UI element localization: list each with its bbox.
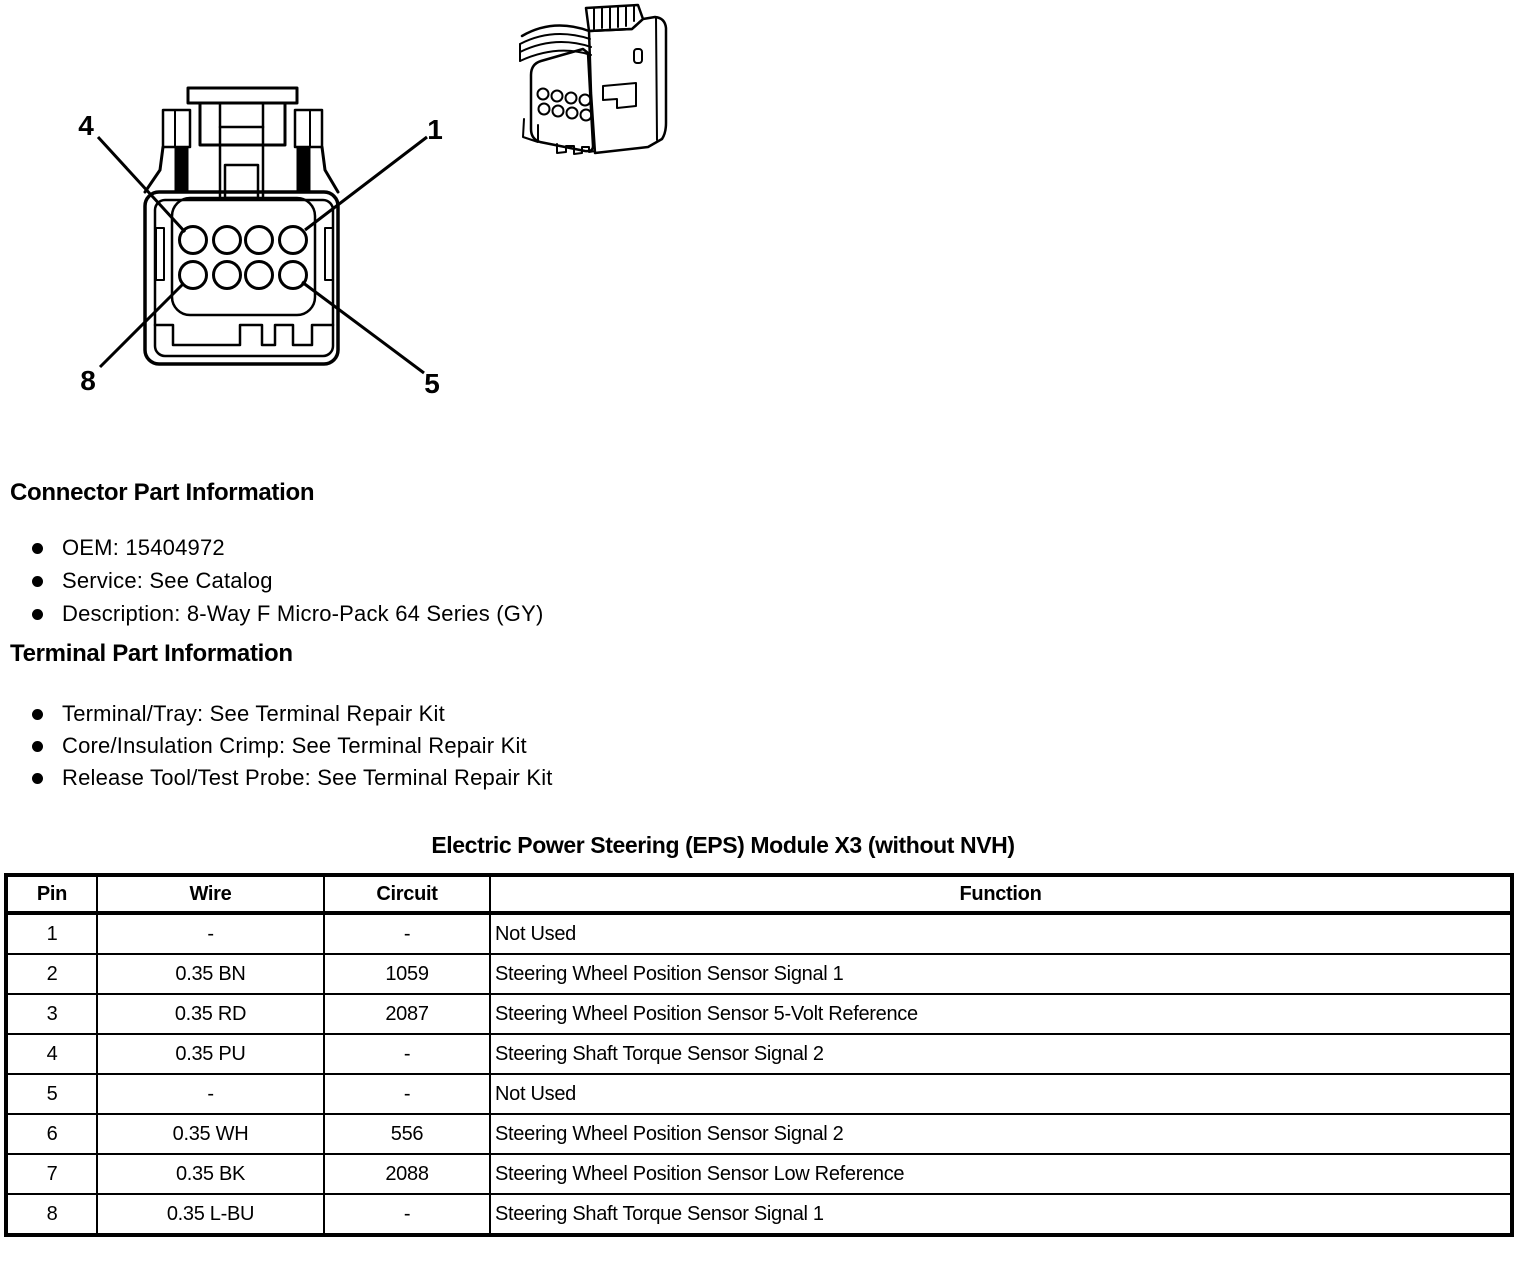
- terminal-info-crimp: Core/Insulation Crimp: See Terminal Repair Kit: [62, 733, 527, 758]
- pinout-table-title: Electric Power Steering (EPS) Module X3 (without NVH): [431, 832, 1015, 858]
- table-row: [6, 954, 1512, 994]
- table-row: [6, 1114, 1512, 1154]
- bullet-icon: [32, 543, 43, 554]
- cell-circuit: -: [324, 1194, 490, 1235]
- connector-info-oem: OEM: 15404972: [62, 535, 225, 560]
- cell-function: Not Used: [490, 913, 1512, 954]
- bullet-icon: [32, 609, 43, 620]
- table-row: [6, 1194, 1512, 1235]
- bullet-icon: [32, 576, 43, 587]
- pin-callout-label-8: 8: [80, 365, 96, 396]
- list-item: [32, 701, 445, 727]
- cell-circuit: 2088: [324, 1154, 490, 1194]
- table-row: [6, 1074, 1512, 1114]
- cell-wire: 0.35 BN: [97, 954, 324, 994]
- column-header-circuit: Circuit: [324, 875, 490, 913]
- cell-wire: 0.35 WH: [97, 1114, 324, 1154]
- cell-circuit: 2087: [324, 994, 490, 1034]
- cell-circuit: 1059: [324, 954, 490, 994]
- bullet-icon: [32, 773, 43, 784]
- pin-cavity-circles: [180, 227, 307, 289]
- perspective-pin-circles: [538, 89, 592, 121]
- list-item: [32, 601, 544, 627]
- connector-info-service: Service: See Catalog: [62, 568, 273, 593]
- table-header-row: [6, 875, 1512, 913]
- cell-circuit: -: [324, 1074, 490, 1114]
- cell-function: Steering Shaft Torque Sensor Signal 2: [490, 1034, 1512, 1074]
- pin-callout-label-5: 5: [424, 368, 440, 399]
- table-row: [6, 1154, 1512, 1194]
- cell-pin: 5: [6, 1074, 97, 1114]
- cell-wire: 0.35 PU: [97, 1034, 324, 1074]
- table-row: [6, 1034, 1512, 1074]
- terminal-info-tray: Terminal/Tray: See Terminal Repair Kit: [62, 701, 445, 726]
- cell-pin: 3: [6, 994, 97, 1034]
- column-header-pin: Pin: [6, 875, 97, 913]
- cell-wire: 0.35 BK: [97, 1154, 324, 1194]
- cell-function: Steering Wheel Position Sensor Signal 2: [490, 1114, 1512, 1154]
- cell-function: Not Used: [490, 1074, 1512, 1114]
- cell-circuit: -: [324, 913, 490, 954]
- cell-function: Steering Wheel Position Sensor Signal 1: [490, 954, 1512, 994]
- pinout-table: [4, 873, 1514, 1237]
- table-row: [6, 913, 1512, 954]
- cell-pin: 1: [6, 913, 97, 954]
- cell-circuit: 556: [324, 1114, 490, 1154]
- terminal-part-info-heading: Terminal Part Information: [10, 640, 293, 667]
- list-item: [32, 733, 527, 759]
- cell-pin: 4: [6, 1034, 97, 1074]
- bullet-icon: [32, 741, 43, 752]
- connector-part-info-heading: Connector Part Information: [10, 479, 315, 506]
- list-item: [32, 535, 225, 561]
- cell-pin: 7: [6, 1154, 97, 1194]
- cell-wire: 0.35 L-BU: [97, 1194, 324, 1235]
- connector-face-diagram: [60, 78, 480, 423]
- cell-function: Steering Wheel Position Sensor Low Reference: [490, 1154, 1512, 1194]
- terminal-info-release-tool: Release Tool/Test Probe: See Terminal Repair Kit: [62, 765, 553, 790]
- cell-wire: -: [97, 913, 324, 954]
- connector-info-description: Description: 8-Way F Micro-Pack 64 Series (GY): [62, 601, 544, 626]
- cell-circuit: -: [324, 1034, 490, 1074]
- cell-pin: 6: [6, 1114, 97, 1154]
- pin-callout-label-1: 1: [427, 114, 443, 145]
- table-row: [6, 994, 1512, 1034]
- column-header-function: Function: [490, 875, 1512, 913]
- list-item: [32, 568, 273, 594]
- cell-function: Steering Wheel Position Sensor 5-Volt Reference: [490, 994, 1512, 1034]
- cell-wire: -: [97, 1074, 324, 1114]
- list-item: [32, 765, 553, 791]
- pin-callout-label-4: 4: [78, 110, 94, 141]
- column-header-wire: Wire: [97, 875, 324, 913]
- cell-pin: 2: [6, 954, 97, 994]
- cell-function: Steering Shaft Torque Sensor Signal 1: [490, 1194, 1512, 1235]
- cell-pin: 8: [6, 1194, 97, 1235]
- cell-wire: 0.35 RD: [97, 994, 324, 1034]
- connector-perspective-diagram: [505, 3, 673, 165]
- bullet-icon: [32, 709, 43, 720]
